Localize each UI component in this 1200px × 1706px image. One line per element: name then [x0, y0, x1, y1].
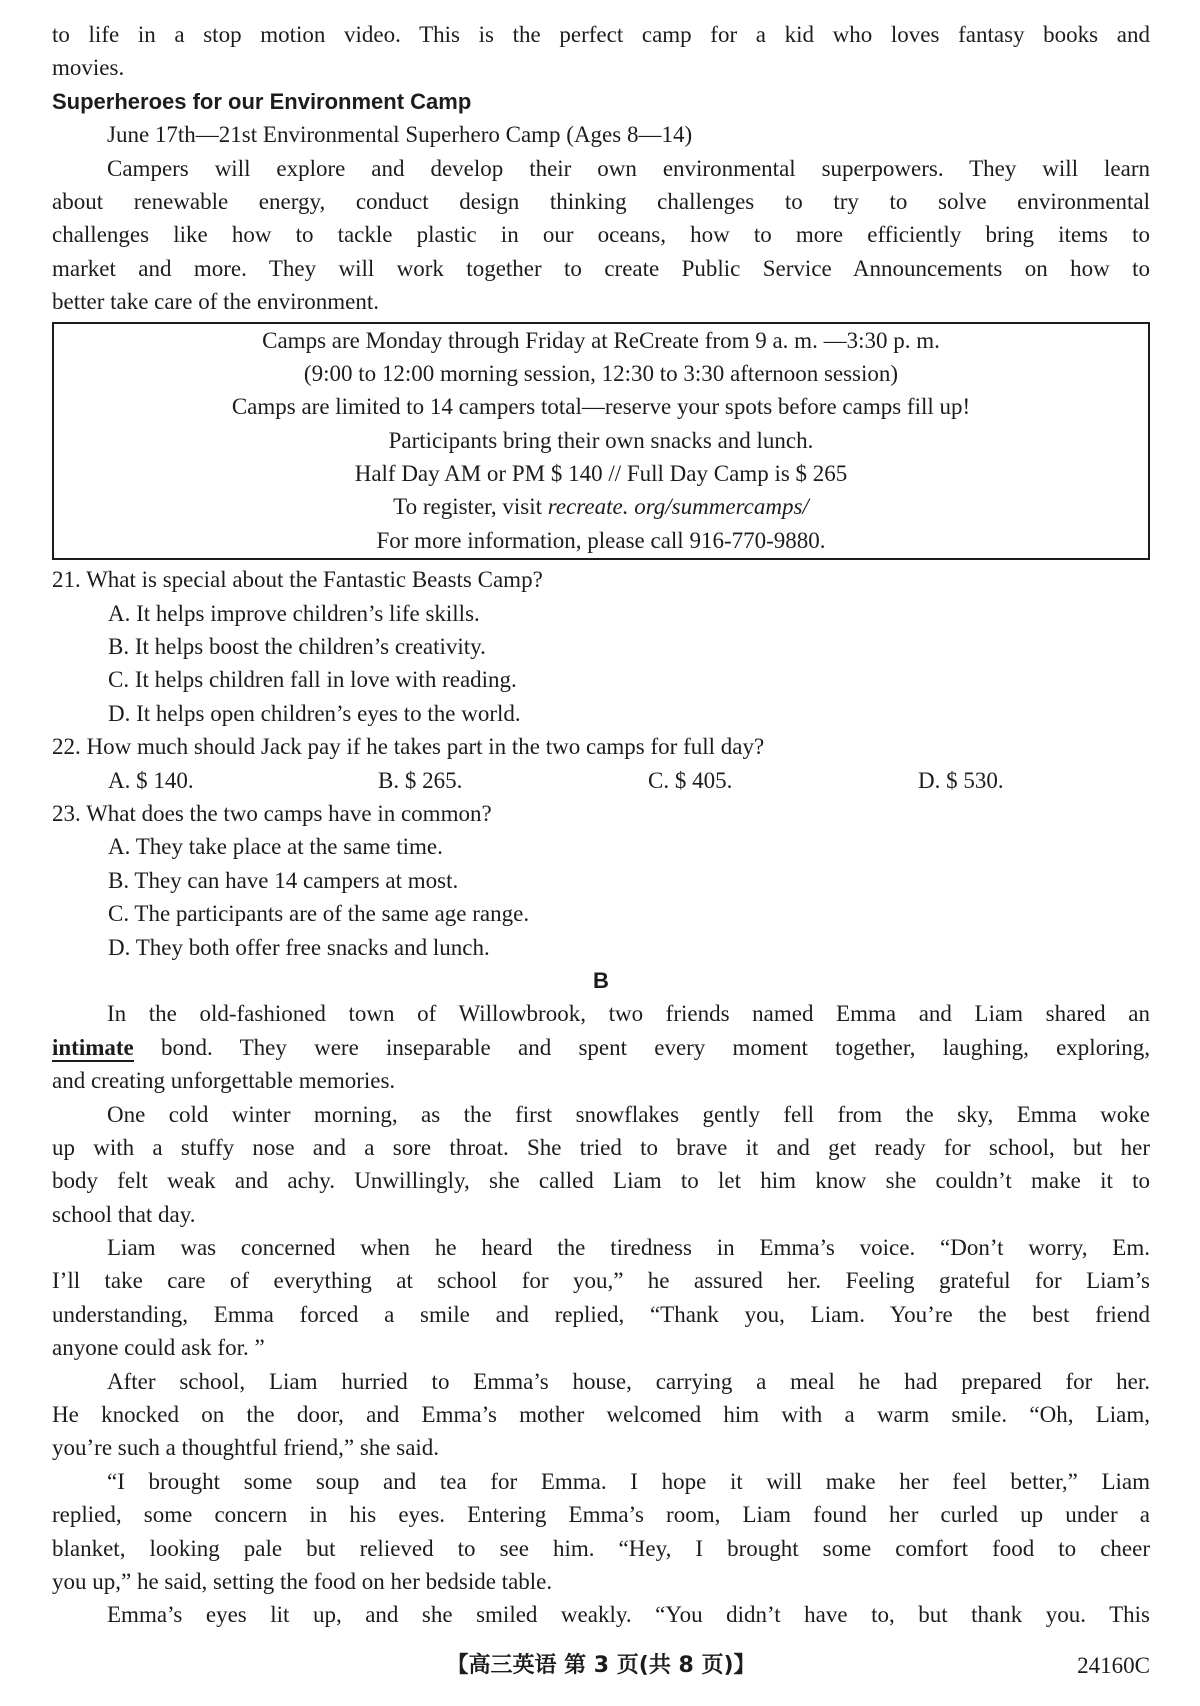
passage-line: One cold winter morning, as the first snowflakes gently fell from the sky, Emma woke — [107, 1101, 1150, 1127]
passage-line: understanding, Emma forced a smile and replied, “Thank you, Liam. You’re the best friend — [52, 1301, 1150, 1327]
passage-line: In the old-fashioned town of Willowbrook, two friends named Emma and Liam shared an — [107, 1001, 1150, 1027]
passage-line: “I brought some soup and tea for Emma. I hope it will make her feel better,” Liam — [107, 1468, 1150, 1494]
question-23-option-b: B. They can have 14 campers at most. — [108, 867, 459, 893]
info-price: Half Day AM or PM $ 140 // Full Day Camp is $ 265 — [354, 461, 848, 487]
question-22-option-c: C. $ 405. — [648, 767, 733, 793]
question-23-stem: 23. What does the two camps have in common? — [52, 800, 492, 826]
camp-info-box — [52, 322, 1150, 561]
passage-line: He knocked on the door, and Emma’s mother welcomed him with a warm smile. “Oh, Liam, — [52, 1402, 1150, 1428]
question-21-option-b: B. It helps boost the children’s creativity. — [108, 634, 486, 660]
question-21-option-d: D. It helps open children’s eyes to the world. — [108, 700, 521, 726]
question-22-options — [52, 764, 1150, 797]
passage-line — [52, 1031, 1150, 1064]
info-limit: Camps are limited to 14 campers total—reserve your spots before camps fill up! — [231, 394, 971, 420]
question-22-option-a: A. $ 140. — [108, 767, 194, 793]
camp-desc-line: market and more. They will work together to create Public Service Announcements on how to — [52, 255, 1150, 281]
passage-line-rest: bond. They were inseparable and spent every moment together, laughing, exploring, — [133, 1034, 1150, 1060]
question-23-option-c: C. The participants are of the same age range. — [108, 901, 530, 927]
question-21-option-a: A. It helps improve children’s life skills. — [108, 600, 480, 626]
info-phone: For more information, please call 916-770-9880. — [376, 527, 826, 553]
camp-desc-line: better take care of the environment. — [52, 289, 379, 315]
info-snacks: Participants bring their own snacks and lunch. — [388, 427, 814, 453]
passage-line: I’ll take care of everything at school for you,” he assured her. Feeling grateful for Liam’s — [52, 1268, 1150, 1294]
question-21-option-c: C. It helps children fall in love with reading. — [108, 667, 517, 693]
intro-line: movies. — [52, 55, 125, 81]
passage-line: you up,” he said, setting the food on her bedside table. — [52, 1568, 553, 1594]
question-22-stem: 22. How much should Jack pay if he takes part in the two camps for full day? — [52, 734, 765, 760]
footer-page-label: 【高三英语 第 3 页(共 8 页)】 — [446, 1653, 756, 1678]
passage-line: school that day. — [52, 1201, 196, 1227]
passage-line: anyone could ask for. ” — [52, 1335, 265, 1361]
question-23-option-d: D. They both offer free snacks and lunch. — [108, 934, 490, 960]
register-prefix: To register, visit — [393, 494, 548, 520]
question-23-option-a: A. They take place at the same time. — [108, 834, 443, 860]
passage-line: replied, some concern in his eyes. Entering Emma’s room, Liam found her curled up under a — [52, 1502, 1150, 1528]
info-schedule: Camps are Monday through Friday at ReCreate from 9 a. m. —3:30 p. m. — [262, 327, 940, 353]
question-22-option-b: B. $ 265. — [378, 767, 463, 793]
question-22-option-d: D. $ 530. — [918, 767, 1004, 793]
passage-line: and creating unforgettable memories. — [52, 1068, 396, 1094]
passage-line: Emma’s eyes lit up, and she smiled weakly. “You didn’t have to, but thank you. This — [107, 1602, 1150, 1628]
info-register — [54, 490, 1148, 523]
passage-line: blanket, looking pale but relieved to see him. “Hey, I brought some comfort food to cheer — [52, 1535, 1150, 1561]
camp-dates: June 17th—21st Environmental Superhero Camp (Ages 8—14) — [107, 122, 693, 148]
question-21-stem: 21. What is special about the Fantastic Beasts Camp? — [52, 567, 543, 593]
page-footer — [52, 1648, 1150, 1684]
intro-line: to life in a stop motion video. This is the perfect camp for a kid who loves fantasy books and — [52, 22, 1150, 47]
register-link[interactable]: recreate. org/summercamps/ — [547, 494, 809, 520]
camp-desc-line: about renewable energy, conduct design thinking challenges to try to solve environmental — [52, 188, 1150, 214]
passage-line: you’re such a thoughtful friend,” she said. — [52, 1435, 440, 1461]
info-sessions: (9:00 to 12:00 morning session, 12:30 to 3:30 afternoon session) — [303, 360, 899, 386]
camp-desc-line: challenges like how to tackle plastic in our oceans, how to more efficiently bring items to — [52, 222, 1150, 248]
footer-exam-code: 24160C — [1077, 1653, 1150, 1678]
passage-line: body felt weak and achy. Unwillingly, she called Liam to let him know she couldn’t make it to — [52, 1168, 1150, 1194]
passage-line: After school, Liam hurried to Emma’s house, carrying a meal he had prepared for her. — [107, 1368, 1150, 1394]
camp-desc-line: Campers will explore and develop their own environmental superpowers. They will learn — [107, 155, 1150, 181]
vocab-word: intimate — [52, 1034, 134, 1060]
passage-line: Liam was concerned when he heard the tiredness in Emma’s voice. “Don’t worry, Em. — [107, 1235, 1150, 1261]
camp-heading: Superheroes for our Environment Camp — [52, 88, 472, 114]
section-b-heading: B — [593, 967, 609, 993]
exam-page — [52, 18, 1150, 1632]
passage-line: up with a stuffy nose and a sore throat. She tried to brave it and get ready for school, but her — [52, 1134, 1150, 1160]
